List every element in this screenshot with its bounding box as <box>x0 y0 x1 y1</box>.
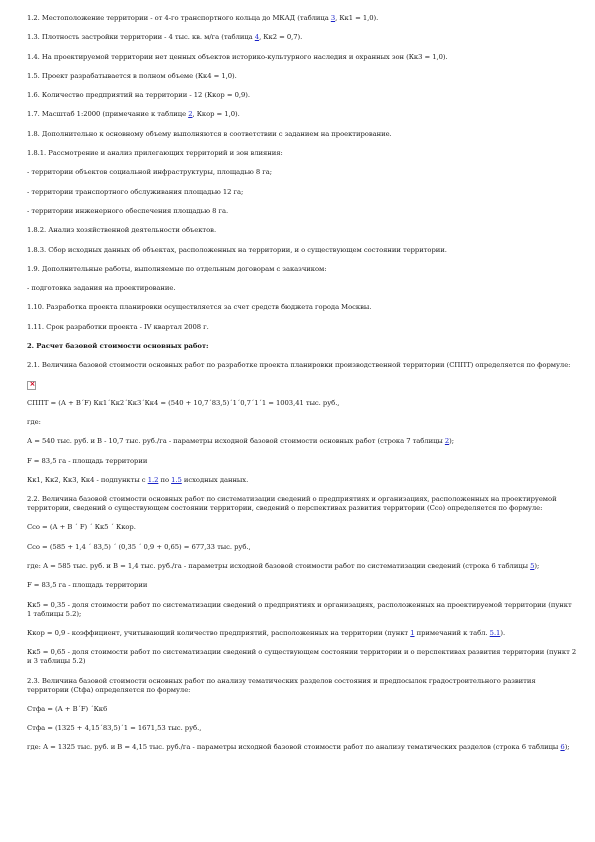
item-1-3 <box>27 33 577 42</box>
item-1-7 <box>27 110 577 119</box>
formula-stfa-calc: Стфа = (1325 + 4,15´83,5)´1 = 1671,53 тыс. руб., <box>27 724 202 733</box>
link-note-1[interactable]: 1 <box>410 628 415 637</box>
item-1-5: 1.5. Проект разрабатывается в полном объеме (Кк4 = 1,0). <box>27 71 237 80</box>
item-1-11: 1.11. Срок разработки проекта - IV квартал 2008 г. <box>27 322 209 331</box>
bullet-transport: - территории транспортного обслуживания площадью 12 га; <box>27 187 244 196</box>
text-fragment: , Кк1 = 1,0). <box>335 14 379 22</box>
formula-sso-calc: Ссо = (585 + 1,4 ´ 83,5) ´ (0,35 ´ 0,9 + 0,65) = 677,33 тыс. руб., <box>27 542 251 551</box>
item-1-8-2: 1.8.2. Анализ хозяйственной деятельности объектов. <box>27 226 217 235</box>
link-1-5[interactable]: 1.5 <box>171 475 182 484</box>
link-table-2[interactable]: 2 <box>188 110 193 119</box>
text-fragment: ); <box>534 562 540 571</box>
text-fragment: ). <box>500 628 506 637</box>
param-kk5-share: Кк5 = 0,35 - доля стоимости работ по систематизации сведений о предприятиях и организациях, расположенных на проектируемой территории (пункт 1 таблицы 5.2); <box>27 600 572 618</box>
bullet-engineering: - территории инженерного обеспечения площадью 8 га. <box>27 206 229 215</box>
bullet-design-task: - подготовка задания на проектирование. <box>27 284 176 293</box>
param-a-b-stfa <box>27 743 577 752</box>
section-heading-2: 2. Расчет базовой стоимости основных работ: <box>27 342 209 351</box>
text-fragment: , Ккор = 1,0). <box>192 110 240 119</box>
text-fragment: , Кк2 = 0,7). <box>259 33 303 42</box>
param-coefficients <box>27 476 577 485</box>
item-2-2: 2.2. Величина базовой стоимости основных работ по систематизации сведений о предприятиях и организациях, расположенных на проектируемой территории, сведений о существующем состоянии территории, сведений о перспективах развития территории (Ссо) определяется по формуле: <box>27 495 557 513</box>
text-fragment: где: А = 1325 тыс. руб. и В = 4,15 тыс. руб./га - параметры исходной базовой стоимости работ по анализу тематических разделов (строка 6 таблицы <box>27 743 561 752</box>
link-table-6[interactable]: 6 <box>560 743 565 752</box>
text-fragment: 1.2. Местоположение территории - от 4-го транспортного кольца до МКАД (таблица <box>27 14 331 22</box>
text-fragment: где: А = 585 тыс. руб. и В = 1,4 тыс. руб./га - параметры исходной базовой стоимости работ по систематизации сведений (строка 6 таблицы <box>27 562 531 571</box>
item-1-6: 1.6. Количество предприятий на территории - 12 (Ккор = 0,9). <box>27 91 250 100</box>
param-kk5-state: Кк5 = 0,65 - доля стоимости работ по систематизации сведений о существующем состоянии территории и о перспективах развития территории (пункт 2 и 3 таблицы 5.2) <box>27 648 577 666</box>
item-1-4: 1.4. На проектируемой территории нет ценных объектов историко-культурного наследия и охранных зон (Кк3 = 1,0). <box>27 52 448 61</box>
broken-image-icon: × <box>27 381 36 390</box>
link-table-3[interactable]: 3 <box>330 14 336 22</box>
formula-stfa: Стфа = (А + В´F) ´Кк6 <box>27 704 108 713</box>
item-1-2 <box>27 14 577 23</box>
link-table-4[interactable]: 4 <box>254 33 260 42</box>
item-2-3: 2.3. Величина базовой стоимости основных работ по анализу тематических разделов состояния и предпосылок градостроительного развития территории (Сtфа) определяется по формуле: <box>27 676 536 694</box>
formula-sppt: СППТ = (А + В´F) Кк1´Кк2´Кк3´Кк4 = (540 + 10,7´83,5)´1´0,7´1´1 = 1003,41 тыс. руб., <box>27 398 340 407</box>
formula-sso: Ссо = (А + В ´ F) ´ Кк5 ´ Ккор. <box>27 523 136 532</box>
text-fragment: 1.7. Масштаб 1:2000 (примечание к таблице <box>27 110 189 119</box>
text-fragment: ); <box>449 437 455 446</box>
text-fragment: А = 540 тыс. руб. и В - 10,7 тыс. руб./га - параметры исходной базовой стоимости основных работ (строка 7 таблицы <box>27 437 445 446</box>
param-a-b-sso <box>27 562 577 571</box>
where-label: где: <box>27 417 41 426</box>
link-table-5[interactable]: 5 <box>530 562 535 571</box>
item-1-10: 1.10. Разработка проекта планировки осуществляется за счет средств бюджета города Москвы. <box>27 303 372 312</box>
text-fragment: 1.3. Плотность застройки территории - 4 тыс. кв. м/га (таблица <box>27 33 255 42</box>
text-fragment: примечаний к табл. <box>414 628 490 637</box>
link-1-2[interactable]: 1.2 <box>147 475 159 484</box>
item-2-1: 2.1. Величина базовой стоимости основных работ по разработке проекта планировки производственной территории (СППТ) определяется по формуле: <box>27 361 571 370</box>
text-fragment: по <box>158 475 172 484</box>
param-a-b <box>27 437 577 446</box>
text-fragment: Ккор = 0,9 - коэффициент, учитывающий количество предприятий, расположенных на территории (пункт <box>27 628 411 637</box>
item-1-8-1: 1.8.1. Рассмотрение и анализ прилегающих территорий и зон влияния: <box>27 149 283 158</box>
link-table-5-1[interactable]: 5.1 <box>489 628 501 637</box>
item-1-8: 1.8. Дополнительно к основному объему выполняются в соответствии с заданием на проектирование. <box>27 129 392 138</box>
text-fragment: Кк1, Кк2, Кк3, Кк4 - подпункты с <box>27 475 148 484</box>
bullet-social-infrastructure: - территории объектов социальной инфраструктуры, площадью 8 га; <box>27 168 273 177</box>
text-fragment: исходных данных. <box>181 475 249 484</box>
link-table-2[interactable]: 2 <box>444 437 450 446</box>
item-1-9: 1.9. Дополнительные работы, выполняемые по отдельным договорам с заказчиком: <box>27 264 327 273</box>
param-area: F = 83,5 га - площадь территории <box>27 456 148 465</box>
item-1-8-3: 1.8.3. Сбор исходных данных об объектах, расположенных на территории, и о существующем состоянии территории. <box>27 245 447 254</box>
param-kkor <box>27 629 577 638</box>
text-fragment: ); <box>564 743 570 752</box>
param-area-2: F = 83,5 га - площадь территории <box>27 581 148 590</box>
